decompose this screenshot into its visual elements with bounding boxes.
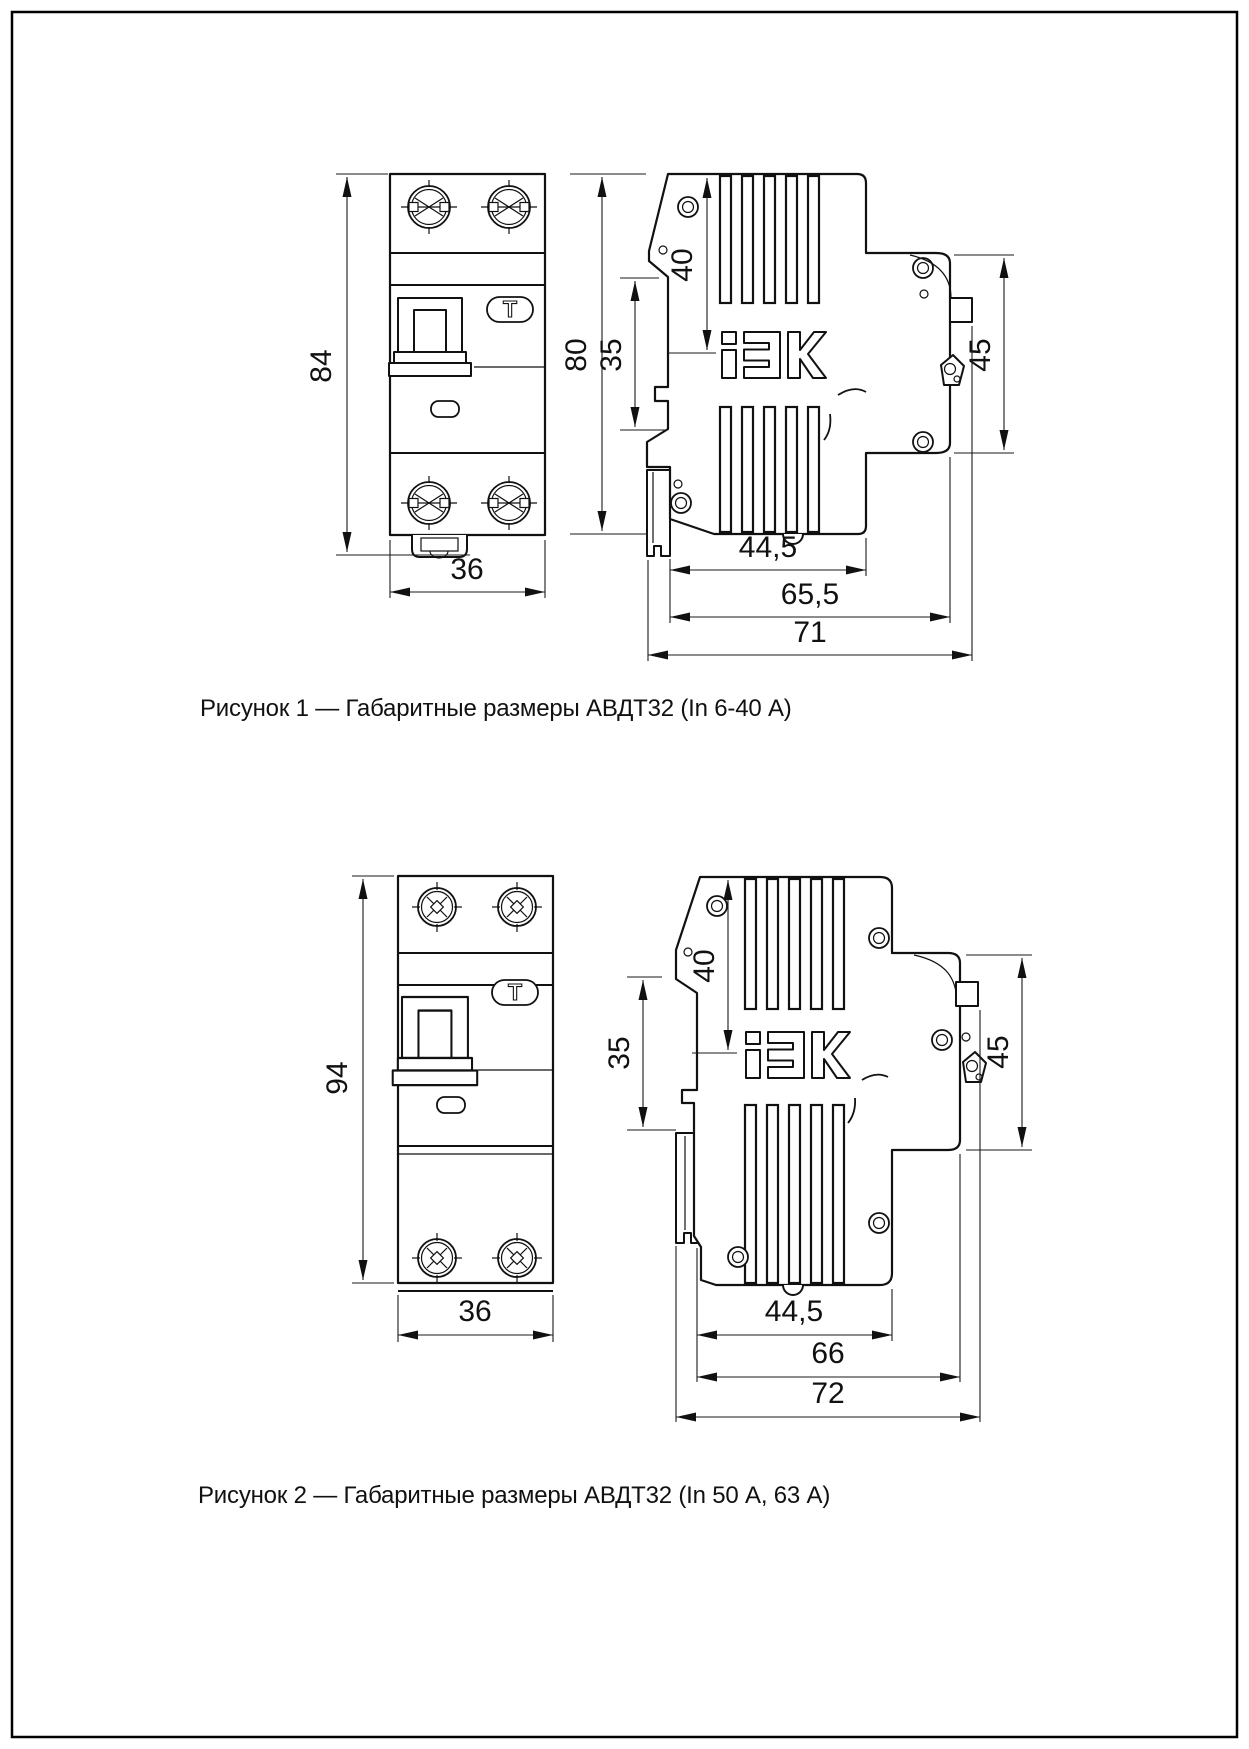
test-button-label: Т <box>507 979 523 1005</box>
case-rivet <box>707 896 727 916</box>
dim-panel-height: 45 <box>982 1035 1015 1069</box>
test-button-label: Т <box>502 296 518 322</box>
dim-panel-height: 45 <box>964 338 997 372</box>
figure1-caption: Рисунок 1 — Габаритные размеры АВДТ32 (In 6-40 А) <box>200 695 792 722</box>
dim-side-height: 80 <box>560 338 593 372</box>
dim-front-height: 94 <box>321 1061 354 1095</box>
dim-body-depth: 44,5 <box>738 531 798 564</box>
case-rivet <box>671 493 691 513</box>
bottom-notch <box>783 1285 803 1295</box>
toggle-switch <box>389 298 471 376</box>
dim-overall-depth: 72 <box>811 1377 845 1410</box>
case-rivet <box>913 432 933 452</box>
case-rivet <box>913 258 933 278</box>
test-button <box>492 979 538 1005</box>
dim-overall-depth: 71 <box>793 616 827 649</box>
case-rivet <box>869 1213 889 1233</box>
case-rivet <box>869 928 889 948</box>
page-border <box>12 12 1237 1737</box>
case-rivet <box>728 1247 748 1267</box>
test-button <box>487 296 533 322</box>
dim-depth-to-panel: 66 <box>811 1337 845 1370</box>
figure2-front-view <box>393 876 553 1291</box>
dim-top-to-rail: 40 <box>688 949 721 983</box>
case-rivet <box>678 197 698 217</box>
dim-front-width: 36 <box>450 553 484 586</box>
dim-front-height: 84 <box>305 349 338 383</box>
toggle-switch <box>393 997 477 1085</box>
dim-front-width: 36 <box>458 1295 492 1328</box>
dim-body-depth: 44,5 <box>764 1295 824 1328</box>
figure1-front-view <box>389 174 545 558</box>
figure2-caption: Рисунок 2 — Габаритные размеры АВДТ32 (In 50 А, 63 А) <box>198 1482 831 1509</box>
dim-rail-width: 35 <box>595 338 628 372</box>
figure-2 <box>198 876 1032 1509</box>
din-rail-clip <box>647 470 670 556</box>
dim-depth-to-panel: 65,5 <box>780 578 840 611</box>
figure1-side-view <box>647 174 972 556</box>
dim-top-to-rail: 40 <box>666 248 699 282</box>
figure-1 <box>200 174 1014 722</box>
figure2-side-view <box>676 877 986 1295</box>
case-rivet <box>932 1030 952 1050</box>
dim-rail-width: 35 <box>603 1036 636 1070</box>
